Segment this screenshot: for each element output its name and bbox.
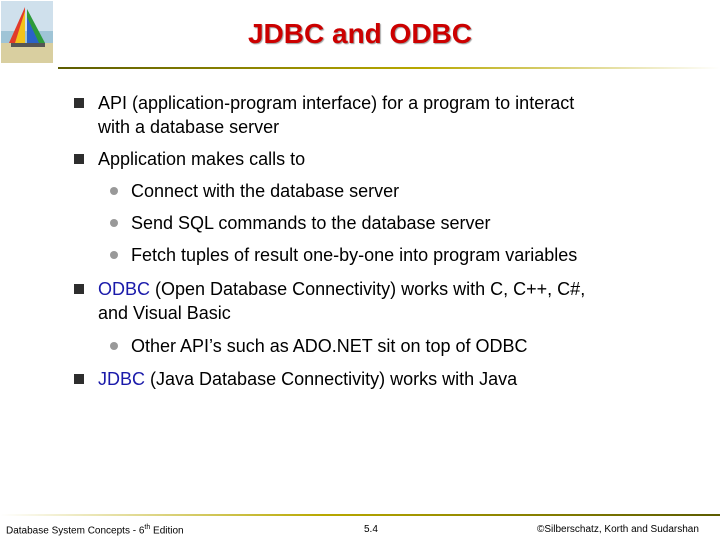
bullet-api-line1: API (application-program interface) for a program to interact — [98, 93, 575, 113]
footer-book-sup: th — [144, 524, 151, 531]
bullet-odbc-line1 — [98, 278, 585, 300]
bullet-marker — [74, 154, 84, 164]
footer-book-title — [6, 524, 184, 536]
sub-bullet-send-sql: Send SQL commands to the database server — [131, 213, 491, 233]
sub-bullet-marker — [110, 187, 118, 195]
bullet-marker — [74, 374, 84, 384]
sub-bullet-fetch: Fetch tuples of result one-by-one into program variables — [131, 245, 578, 265]
footer-page-number: 5.4 — [364, 524, 378, 535]
bullet-odbc-line2: and Visual Basic — [98, 303, 231, 323]
footer-book-text: Database System Concepts - 6 — [6, 525, 145, 537]
bullet-application-calls: Application makes calls to — [98, 149, 306, 169]
sub-bullet-marker — [110, 251, 118, 259]
bullet-marker — [74, 284, 84, 294]
sub-bullet-connect: Connect with the database server — [131, 181, 400, 201]
odbc-description: (Open Database Connectivity) works with C, C++, C#, — [150, 279, 586, 299]
sub-bullet-marker — [110, 219, 118, 227]
footer-copyright: ©Silberschatz, Korth and Sudarshan — [537, 524, 699, 535]
jdbc-description: (Java Database Connectivity) works with Java — [145, 369, 518, 389]
odbc-term: ODBC — [98, 279, 151, 299]
jdbc-term: JDBC — [98, 369, 146, 389]
bullet-jdbc — [98, 368, 517, 390]
slide-title: JDBC and ODBC — [247, 18, 472, 49]
bullet-marker — [74, 98, 84, 108]
bullet-api-line2: with a database server — [98, 117, 280, 137]
footer-book-edition: Edition — [150, 525, 184, 537]
title-divider — [58, 67, 720, 69]
sub-bullet-marker — [110, 342, 118, 350]
sub-bullet-other-apis: Other API’s such as ADO.NET sit on top of ODBC — [131, 336, 528, 356]
footer-divider — [0, 514, 720, 516]
